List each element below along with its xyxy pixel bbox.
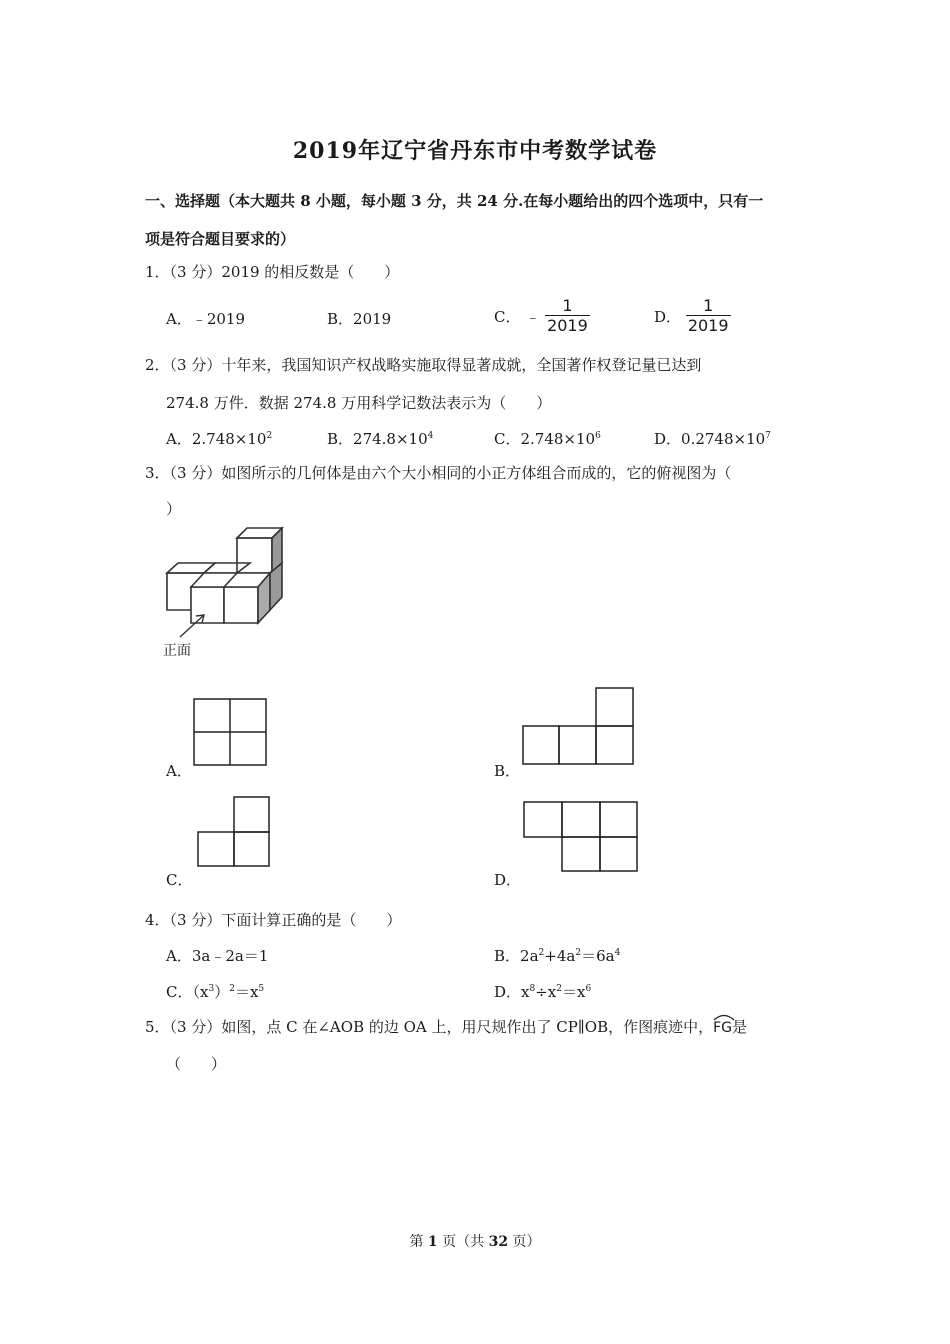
q3-option-c-label: C． <box>166 871 193 889</box>
q2-option-a <box>166 428 272 449</box>
q4-option-c-label: C． <box>166 983 193 1001</box>
expr-part: ＝x <box>562 983 586 1001</box>
section-header-line2: 项是符合题目要求的） <box>145 230 296 248</box>
q2-option-b-exponent: 4 <box>427 431 434 441</box>
q1-option-c-denominator: 2019 <box>547 316 588 335</box>
q4-option-a-expr: 3a﹣2a＝1 <box>191 947 269 965</box>
expr-exponent: 2 <box>538 948 545 958</box>
q1-option-c-numerator: 1 <box>562 296 573 315</box>
q2-option-d <box>654 428 771 449</box>
q1-option-d-fraction <box>686 297 731 336</box>
q1-option-d-label: D． <box>654 308 682 326</box>
cube-face <box>204 563 250 573</box>
q2-option-b <box>327 428 433 449</box>
cube-face <box>237 538 272 573</box>
cube-face <box>191 587 224 623</box>
expr-exponent: 8 <box>529 984 536 994</box>
q4-option-d-label: D． <box>494 983 522 1001</box>
expr-part: ） <box>214 983 230 1001</box>
q1-option-d-denominator: 2019 <box>687 316 729 335</box>
q4-option-c <box>166 981 264 1002</box>
q5-stem-suffix: 是 <box>732 1018 748 1036</box>
q1-option-d <box>654 297 731 336</box>
q2-option-d-exponent: 7 <box>765 431 771 441</box>
expr-exponent: 5 <box>258 984 265 994</box>
q1-option-d-numerator: 1 <box>703 296 714 315</box>
section-header-line1: 一、选择题（本大题共 8 小题，每小题 3 分，共 24 分.在每小题给出的四个选项中，只有一 <box>145 192 764 210</box>
cube-face <box>224 587 258 623</box>
q3-option-c-figure <box>197 796 271 868</box>
q4-option-b <box>494 945 620 966</box>
expr-exponent: 6 <box>585 984 592 994</box>
expr-exponent: 4 <box>614 948 621 958</box>
footer-page-number: 1 <box>427 1234 438 1250</box>
page-title: 2019年辽宁省丹东市中考数学试卷 <box>292 138 658 164</box>
q2-option-c <box>494 428 601 449</box>
q3-stem-line2: ） <box>166 500 182 518</box>
q1-option-c <box>494 297 590 336</box>
expr-part: 2a <box>520 947 539 965</box>
footer-text: 页（共 <box>437 1234 489 1250</box>
q5-stem-line2: （ ） <box>166 1055 227 1073</box>
expr-part: x <box>521 983 530 1001</box>
q3-option-b-label: B． <box>494 762 521 780</box>
footer-text: 页） <box>508 1234 541 1250</box>
q3-option-a-label: A． <box>166 762 192 780</box>
q2-option-a-base: A．2.748×10 <box>166 430 267 448</box>
q3-option-d-figure <box>523 801 639 873</box>
q5-stem-line1 <box>145 1016 747 1037</box>
expr-exponent: 2 <box>229 984 235 994</box>
q5-arc-fg <box>713 1020 732 1036</box>
q1-option-c-sign: ﹣ <box>525 308 541 326</box>
q5-arc-label: FG <box>713 1020 733 1036</box>
q1-option-b: B．2019 <box>327 310 392 328</box>
expr-exponent: 3 <box>208 984 215 994</box>
q1-option-a: A．﹣2019 <box>166 310 246 328</box>
q4-option-b-label: B． <box>494 947 521 965</box>
q3-option-b-figure <box>522 687 635 767</box>
q2-option-c-exponent: 6 <box>595 431 601 441</box>
q4-option-a <box>166 945 268 966</box>
page-footer <box>0 1231 950 1251</box>
q5-stem-text: 5．（3 分）如图，点 C 在∠AOB 的边 OA 上，用尺规作出了 CP∥OB，作图痕迹中， <box>145 1018 714 1036</box>
q3-option-d-label: D． <box>494 871 522 889</box>
q1-option-c-label: C． <box>494 308 521 326</box>
expr-part: ＝6a <box>581 947 615 965</box>
q3-stem-line1: 3．（3 分）如图所示的几何体是由六个大小相同的小正方体组合而成的，它的俯视图为（ <box>145 464 732 482</box>
q1-option-c-fraction <box>545 297 590 336</box>
q2-stem-line1: 2．（3 分）十年来，我国知识产权战略实施取得显著成就，全国著作权登记量已达到 <box>145 356 702 374</box>
expr-exponent: 2 <box>575 948 582 958</box>
footer-total-pages: 32 <box>488 1234 509 1250</box>
q4-option-a-label: A． <box>166 947 192 965</box>
q3-option-a-figure <box>193 698 268 766</box>
q1-stem: 1．（3 分）2019 的相反数是（ ） <box>145 263 400 281</box>
q2-option-d-base: D．0.2748×10 <box>654 430 766 448</box>
front-view-label: 正面 <box>163 643 191 659</box>
expr-part: ÷x <box>535 983 557 1001</box>
q2-stem-line2: 274.8 万件．数据 274.8 万用科学记数法表示为（ ） <box>166 394 552 412</box>
q2-option-a-exponent: 2 <box>266 431 273 441</box>
expr-exponent: 2 <box>556 984 562 994</box>
expr-part: ＝x <box>234 983 259 1001</box>
q4-option-d <box>494 981 591 1002</box>
expr-part: （x <box>192 983 209 1001</box>
q2-option-c-base: C．2.748×10 <box>494 430 596 448</box>
arc-mark <box>713 1013 735 1021</box>
footer-text: 第 <box>409 1234 428 1250</box>
cube-face <box>167 563 215 573</box>
q4-stem: 4．（3 分）下面计算正确的是（ ） <box>145 911 402 929</box>
expr-part: +4a <box>544 947 576 965</box>
q2-option-b-base: B．274.8×10 <box>327 430 428 448</box>
